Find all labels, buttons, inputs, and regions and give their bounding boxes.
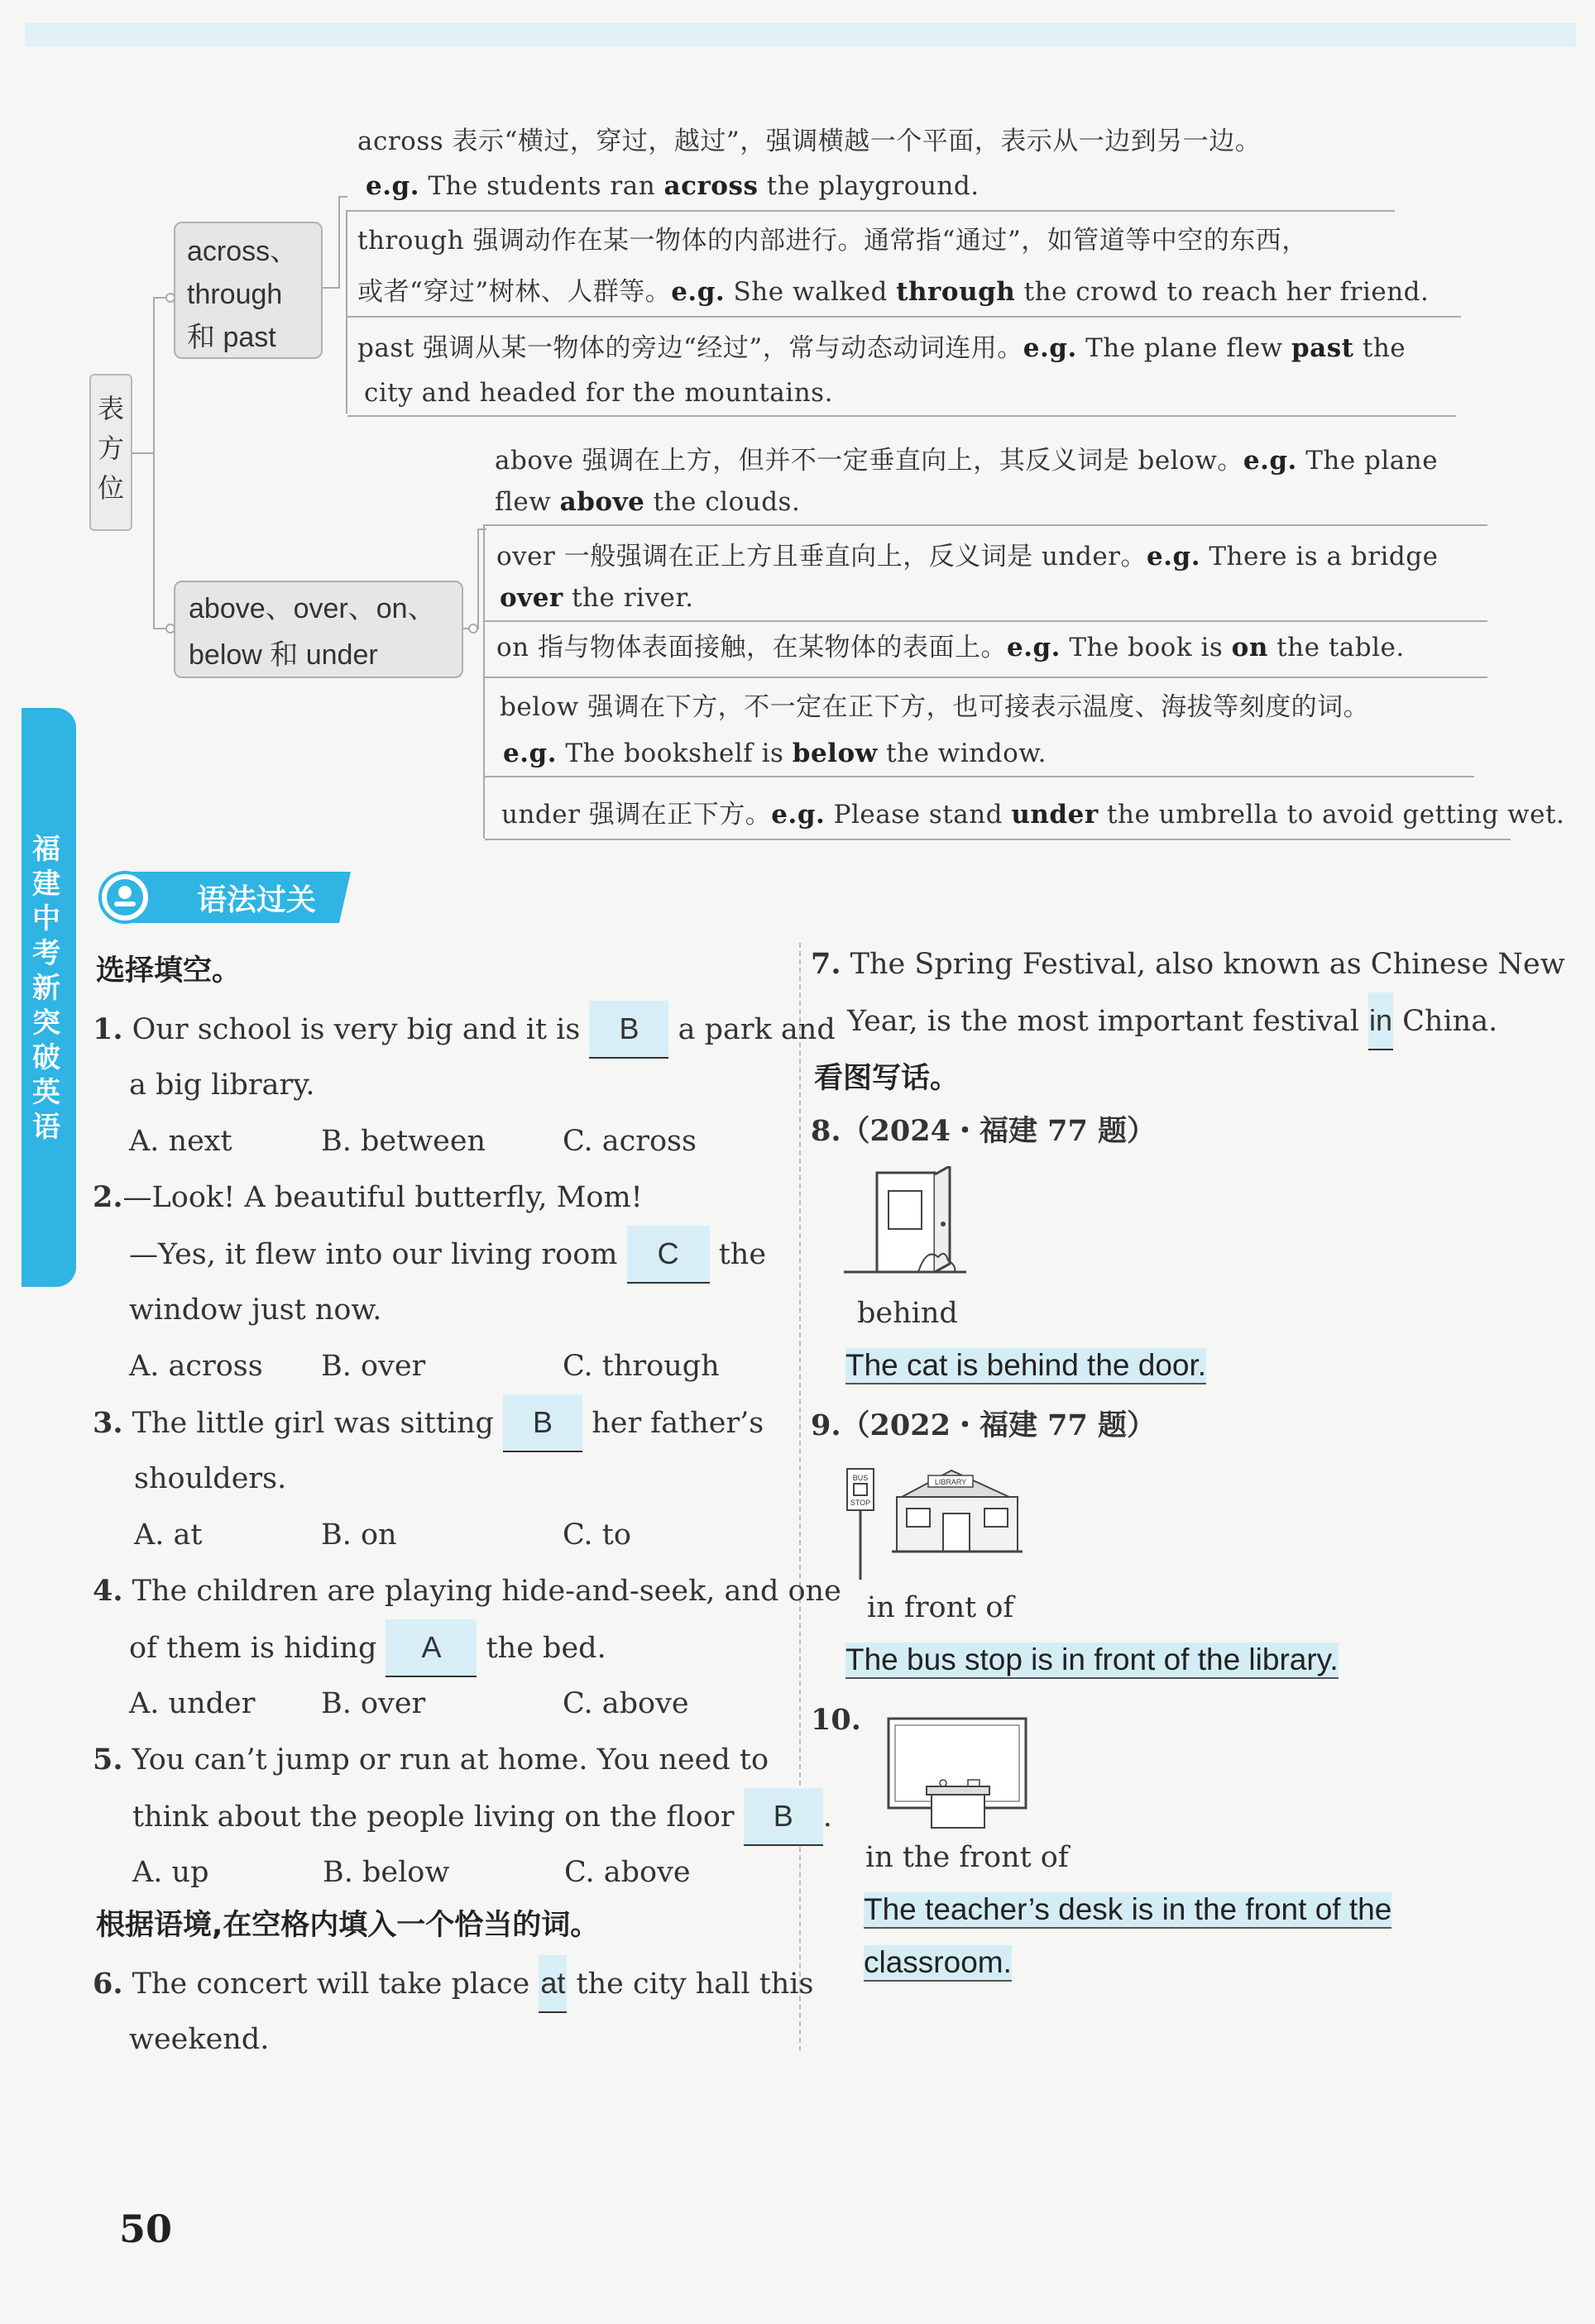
note-under-line1: under 强调在正下方。e.g. Please stand under the umbrella to avoid getting wet. — [501, 800, 1565, 830]
question-10: 10. — [811, 1703, 861, 1737]
question-3: 3. The little girl was sitting B her father’s — [93, 1394, 764, 1452]
bus-stop-library-image — [844, 1464, 1026, 1588]
divider — [347, 210, 1395, 212]
bus-stop-sign-word-1: BUS — [852, 1474, 869, 1482]
question-6: 6. The concert will take place at the city hall this — [93, 1955, 813, 2013]
group2-label-2: below 和 under — [189, 639, 378, 671]
cue-10: in the front of — [865, 1841, 1069, 1874]
question-4-line2: of them is hiding A the bed. — [129, 1619, 606, 1677]
cat-behind-door-image — [844, 1166, 968, 1282]
answer-10-line1[interactable]: The teacher’s desk is in the front of the — [864, 1892, 1391, 1929]
mindmap-root: 表方位 — [89, 374, 132, 531]
question-4: 4. The children are playing hide-and-seek, and one — [93, 1574, 841, 1608]
question-8: 8.（2024・福建 77 题） — [811, 1114, 1157, 1148]
note-through-line1: through 强调动作在某一物体的内部进行。通常指“通过”，如管道等中空的东西， — [357, 226, 1308, 256]
group1-label-2: through — [187, 279, 283, 310]
divider — [347, 415, 1456, 417]
question-3-cont: shoulders. — [134, 1462, 287, 1495]
note-above-line2: flew above the clouds. — [495, 487, 801, 517]
answer-8[interactable]: The cat is behind the door. — [845, 1348, 1206, 1384]
note-below-line1: below 强调在下方，不一定在正下方，也可接表示温度、海拔等刻度的词。 — [500, 692, 1370, 722]
question-1: 1. Our school is very big and it is B a park and — [93, 1001, 836, 1059]
cue-8: behind — [857, 1297, 958, 1330]
instruction-fill-blank: 根据语境,在空格内填入一个恰当的词。 — [96, 1909, 600, 1942]
note-across-example: e.g. The students ran across the playground. — [366, 171, 980, 201]
question-2-line3: window just now. — [129, 1294, 382, 1327]
divider — [347, 316, 1461, 318]
question-2-line2: —Yes, it flew into our living room C the — [129, 1226, 766, 1284]
branch-line — [483, 524, 485, 839]
group2-label-1: above、over、on、 — [189, 593, 436, 624]
note-above-line1: above 强调在上方，但并不一定垂直向上，其反义词是 below。e.g. The plane — [495, 446, 1439, 476]
answer-10-line2[interactable]: classroom. — [864, 1945, 1012, 1982]
section-title: 语法过关 — [197, 883, 317, 917]
group1-label-1: across、 — [187, 236, 299, 267]
divider — [485, 524, 1487, 526]
answer-4[interactable]: A — [386, 1619, 477, 1677]
note-over-line2: over the river. — [500, 583, 694, 613]
answer-2[interactable]: C — [627, 1226, 710, 1284]
section-badge — [98, 870, 357, 925]
page-number: 50 — [119, 2207, 173, 2251]
teacher-desk-classroom-image — [877, 1714, 1034, 1838]
mindmap-group-across-through-past — [174, 222, 323, 359]
column-divider — [799, 943, 801, 2051]
question-5: 5. You can’t jump or run at home. You need to — [93, 1743, 769, 1776]
question-2: 2.—Look! A beautiful butterfly, Mom! — [93, 1180, 643, 1214]
divider — [485, 677, 1487, 678]
group1-label-3: 和 past — [187, 322, 276, 353]
question-6-cont: weekend. — [129, 2023, 270, 2056]
library-sign: LIBRARY — [934, 1478, 967, 1486]
answer-6[interactable]: at — [539, 1955, 567, 2013]
answer-3[interactable]: B — [503, 1394, 582, 1452]
divider — [485, 620, 1487, 622]
note-across-line1: across 表示“横过，穿过，越过”，强调横越一个平面，表示从一边到另一边。 — [357, 127, 1262, 156]
answer-5[interactable]: B — [744, 1788, 823, 1846]
bus-stop-sign-word-2: STOP — [850, 1499, 871, 1507]
note-past-line1: past 强调从某一物体的旁边“经过”，常与动态动词连用。e.g. The plane flew past the — [357, 333, 1406, 363]
question-5-line2: think about the people living on the floor B . — [132, 1788, 832, 1846]
note-over-line1: over 一般强调在正上方且垂直向上，反义词是 under。e.g. There is a bridge — [496, 542, 1439, 571]
answer-1[interactable]: B — [589, 1001, 668, 1059]
mindmap-group-above-over — [174, 581, 463, 678]
instruction-picture-writing: 看图写话。 — [814, 1062, 960, 1095]
question-7: 7. The Spring Festival, also known as Chinese New — [811, 947, 1565, 981]
question-1-cont: a big library. — [129, 1069, 315, 1102]
cue-9: in front of — [867, 1591, 1014, 1624]
note-through-line2: 或者“穿过”树林、人群等。e.g. She walked through the crowd to reach her friend. — [357, 277, 1430, 307]
branch-line — [346, 210, 347, 414]
note-past-line2: city and headed for the mountains. — [364, 378, 833, 408]
note-below-line2: e.g. The bookshelf is below the window. — [503, 739, 1047, 768]
side-tab-label: 福建中考新突破 英语 — [32, 833, 60, 1144]
question-7-line2: Year, is the most important festival in China. — [847, 992, 1497, 1050]
question-9: 9.（2022・福建 77 题） — [811, 1408, 1157, 1442]
divider — [485, 839, 1511, 840]
answer-9[interactable]: The bus stop is in front of the library. — [845, 1643, 1339, 1679]
instruction-multiple-choice: 选择填空。 — [96, 954, 242, 987]
note-on-line1: on 指与物体表面接触，在某物体的表面上。e.g. The book is on the table. — [496, 633, 1405, 662]
answer-7[interactable]: in — [1368, 992, 1393, 1050]
divider — [485, 776, 1474, 777]
